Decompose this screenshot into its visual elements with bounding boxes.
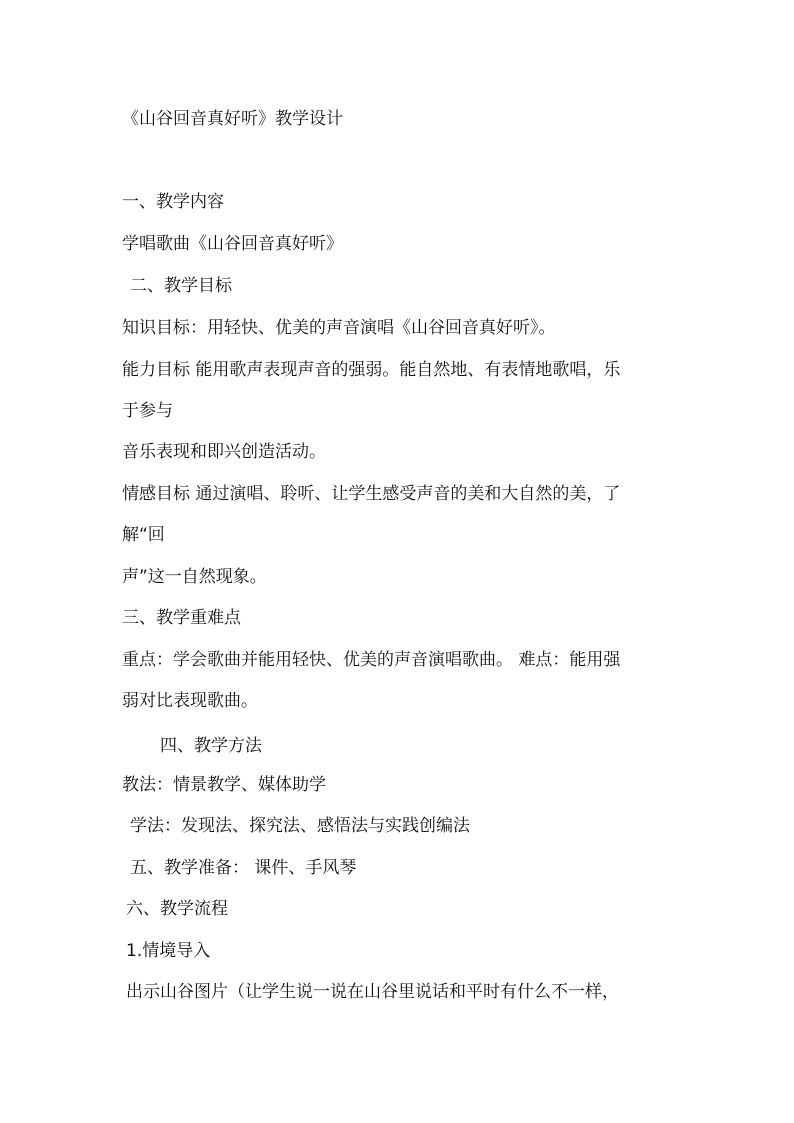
paragraph-line: 重点：学会歌曲并能用轻快、优美的声音演唱歌曲。 难点：能用强 (122, 650, 621, 670)
section-heading-methods: 四、教学方法 (160, 736, 262, 756)
paragraph-line: 解“回 (122, 525, 165, 545)
paragraph-line: 声”这一自然现象。 (122, 567, 267, 587)
section-heading-content: 一、教学内容 (122, 192, 224, 212)
subsection-heading: 1.情境导入 (126, 941, 211, 961)
paragraph-line: 于参与 (122, 401, 173, 421)
document-title: 《山谷回音真好听》教学设计 (122, 109, 343, 129)
paragraph-line: 情感目标 通过演唱、聆听、让学生感受声音的美和大自然的美，了 (122, 484, 621, 504)
section-heading-process: 六、教学流程 (126, 899, 228, 919)
paragraph-line: 学法：发现法、探究法、感悟法与实践创编法 (130, 816, 470, 836)
paragraph-line: 知识目标：用轻快、优美的声音演唱《山谷回音真好听》。 (122, 318, 556, 338)
paragraph-line: 能力目标 能用歌声表现声音的强弱。能自然地、有表情地歌唱，乐 (122, 360, 621, 380)
section-heading-keypoints: 三、教学重难点 (122, 608, 241, 628)
paragraph-line: 音乐表现和即兴创造活动。 (122, 442, 326, 462)
paragraph-line: 教法：情景教学、媒体助学 (122, 775, 326, 795)
section-heading-preparation: 五、教学准备： 课件、手风琴 (130, 858, 357, 878)
paragraph-line: 出示山谷图片（让学生说一说在山谷里说话和平时有什么不一样， (126, 982, 619, 1002)
section-heading-goals: 二、教学目标 (130, 276, 232, 296)
paragraph-line: 学唱歌曲《山谷回音真好听》 (122, 234, 343, 254)
paragraph-line: 弱对比表现歌曲。 (122, 691, 258, 711)
